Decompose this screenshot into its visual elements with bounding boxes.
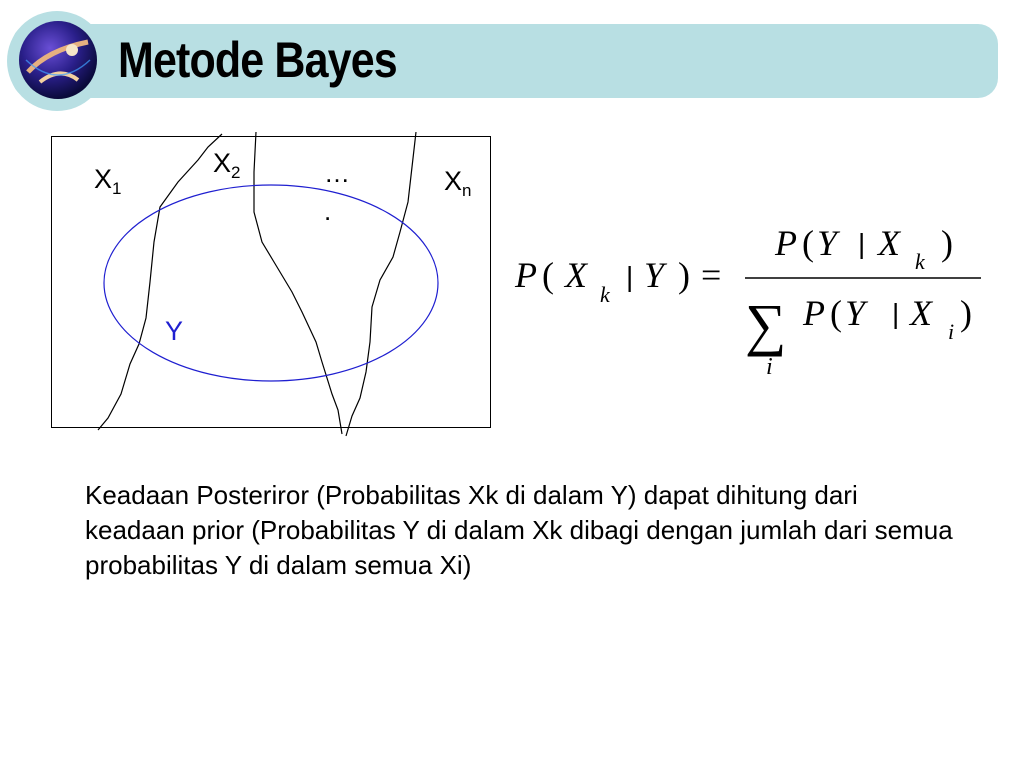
lhs-y: Y [644,255,665,295]
denominator-x: X [910,293,932,333]
partition-ellipsis-bottom: . [324,196,332,226]
globe-photo-icon [18,20,98,100]
lhs-p: P [515,255,537,295]
denominator-subscript-i: i [948,319,955,344]
numerator-given-bar: | [858,228,866,259]
denominator-y: Y [845,293,866,333]
lhs-x: X [565,255,587,295]
numerator-close-paren: ) [941,223,953,263]
logo-light-spot [66,44,78,56]
denominator-given-bar: | [892,298,900,329]
numerator-y: Y [817,223,838,263]
summation-sign: ∑ [745,292,787,357]
partition-label-x1: $X_1$ [94,164,122,198]
numerator-subscript-k: k [915,249,925,274]
partition-label-x2: $X_2$ [213,148,241,182]
explanation-text: Keadaan Posteriror (Probabilitas Xk di dalam Y) dapat dihitung dari keadaan prior (Probabilitas Y di dalam Xk dibagi dengan jumlah dari semua probabilitas Y di dalam semua Xi) [85,480,953,580]
denominator-close-paren: ) [960,293,972,333]
numerator-x: X [878,223,900,263]
lhs-close-paren: ) [678,255,690,295]
denominator-open-paren: ( [830,293,842,333]
partition-label-xn: $X_n$ [444,166,472,200]
lhs-given-bar: | [626,261,634,292]
denominator-p: P [803,293,825,333]
bayes-formula [505,212,995,387]
partition-ellipsis-top: … [324,158,350,188]
event-y-ellipse [104,185,438,381]
partition-diagram [48,132,494,442]
summation-index: i [766,354,773,380]
numerator-open-paren: ( [802,223,814,263]
slide-title: Metode Bayes [118,32,397,88]
lhs-subscript-k: k [600,282,610,307]
event-y-label: Y [165,316,184,346]
equals-sign: = [701,255,722,295]
numerator-p: P [775,223,797,263]
partition-line-3 [346,132,416,436]
lhs-open-paren: ( [542,255,554,295]
